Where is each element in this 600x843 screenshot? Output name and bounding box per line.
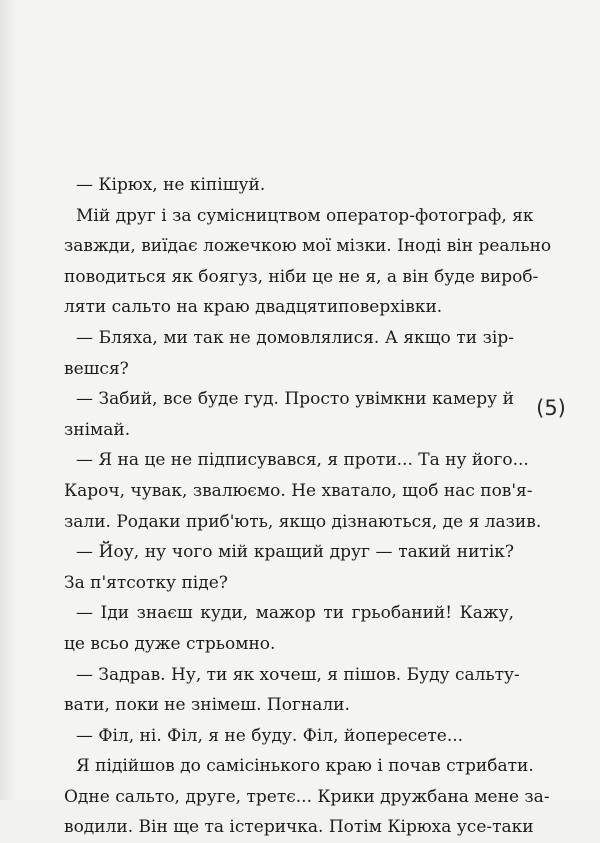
text-line: зали. Родаки приб'ють, якщо дізнаються, де я лазив. xyxy=(64,511,542,532)
text-line: — Йоу, ну чого мій кращий друг — такий нитік? xyxy=(76,542,514,563)
text-line: Мій друг і за сумісництвом оператор-фотограф, як xyxy=(76,205,534,226)
text-line: — Я на це не підписувався, я проти... Та ну його... xyxy=(76,450,529,471)
text-line: — Іди знаєш куди, мажор ти грьобаний! Кажу, xyxy=(76,603,514,624)
text-line: завжди, виїдає ложечкою мої мізки. Іноді він реально xyxy=(64,236,552,257)
text-line: водили. Він ще та істеричка. Потім Кірюха усе-таки xyxy=(64,817,534,838)
text-line: Я підійшов до самісінького краю і почав стрибати. xyxy=(76,756,534,777)
text-line: Кароч, чувак, звалюємо. Не хватало, щоб нас пов'я- xyxy=(64,480,533,501)
text-line: вати, поки не знімеш. Погнали. xyxy=(64,695,350,716)
text-line: знімай. xyxy=(64,419,131,440)
text-line: — Забий, все буде гуд. Просто увімкни камеру й xyxy=(76,389,514,410)
text-line: — Філ, ні. Філ, я не буду. Філ, йопересете... xyxy=(76,725,464,746)
text-line: За п'ятсотку піде? xyxy=(64,572,228,593)
text-line: Одне сальто, друге, третє... Крики дружбана мене за- xyxy=(64,786,550,807)
text-line: це всьо дуже стрьомно. xyxy=(64,633,276,654)
text-line: вешся? xyxy=(64,358,129,379)
text-line: поводиться як боягуз, ніби це не я, а він буде вироб- xyxy=(64,266,539,287)
text-line: — Кірюх, не кіпішуй. xyxy=(76,175,266,195)
text-line: ляти сальто на краю двадцятиповерхівки. xyxy=(64,297,443,318)
text-line: — Бляха, ми так не домовлялися. А якщо ти зір- xyxy=(76,327,514,348)
page-text xyxy=(64,170,552,843)
text-line: — Задрав. Ну, ти як хочеш, я пішов. Буду сальту- xyxy=(76,664,520,685)
page-gutter-shadow xyxy=(0,0,18,800)
page-number: (5) xyxy=(536,396,566,420)
